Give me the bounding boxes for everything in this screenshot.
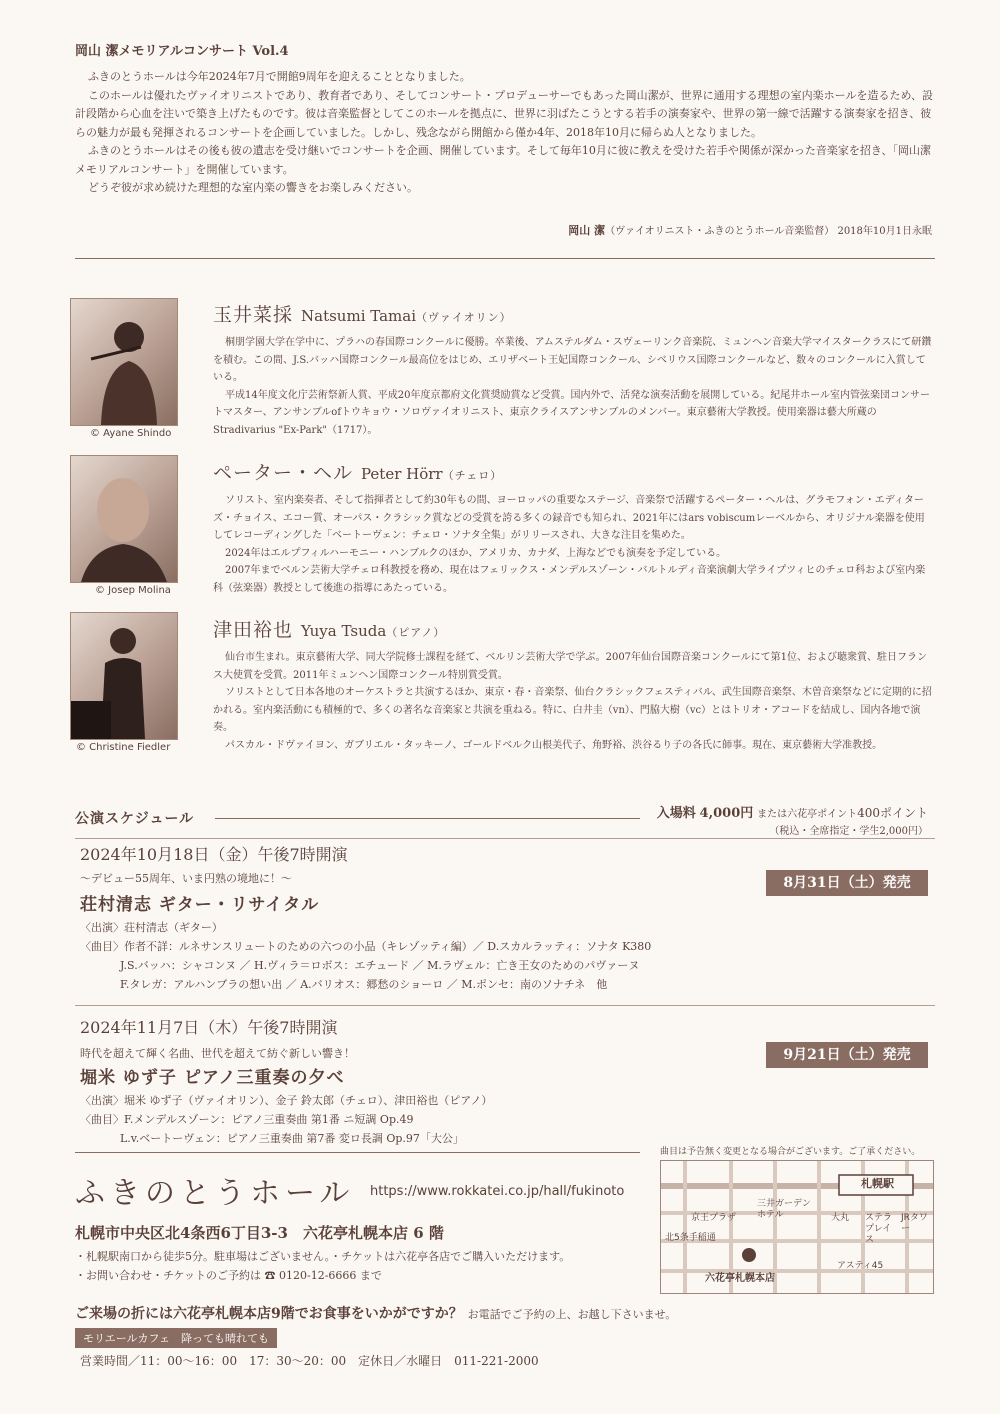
- map-label: 京王プラザ: [691, 1213, 737, 1223]
- performer-photo-tamai: [70, 298, 178, 426]
- performer-instrument: （ピアノ）: [386, 626, 446, 639]
- performer-name-ja: 津田裕也: [213, 619, 294, 641]
- hall-url-link[interactable]: https://www.rokkatei.co.jp/hall/fukinoto: [370, 1184, 625, 1199]
- pianist-photo-icon: [71, 613, 177, 739]
- divider: [75, 838, 935, 839]
- price-value: 4,000円: [699, 806, 754, 821]
- photo-credit: © Josep Molina: [95, 585, 171, 596]
- detail-line: F.タレガ：アルハンブラの想い出 ／ A.バリオス：郷愁のショーロ ／ M.ポンセ：南のソナチネ 他: [120, 978, 608, 991]
- cellist-photo-icon: [71, 456, 177, 582]
- performer-photo-horr: [70, 455, 178, 583]
- bio-paragraph: 2007年までベルン芸術大学チェロ科教授を務め、現在はフェリックス・メンデルスゾーン・バルトルディ音楽演劇大学ライプツィヒのチェロ科および室内楽科（弦楽器）教授として後進の指導にあたっている。: [213, 565, 926, 594]
- intro-paragraph: このホールは優れたヴァイオリニストであり、教育者であり、そしてコンサート・プロデューサーでもあった岡山潔が、世界に通用する理想の室内楽ホールを造るため、設計段階から心血を注いで築き上げたものです。彼は音楽監督としてこのホールを拠点に、世界に羽ばたこうとする若手の演奏家や、世界の第一線で活躍する演奏家を招き、彼らの魅力が最も発揮されるコンサートを企画していました。しかし、残念ながら開館から僅か4年、2018年10月に帰らぬ人となりました。: [75, 88, 934, 139]
- photo-credit: © Ayane Shindo: [90, 428, 172, 439]
- performer-name-en: Yuya Tsuda: [301, 622, 387, 640]
- performer-name-en: Natsumi Tamai: [301, 307, 417, 325]
- note-line: ・お問い合わせ・チケットのご予約は ☎ 0120-12-6666 まで: [75, 1269, 382, 1282]
- detail-line: 〈出演〉堀米 ゆず子（ヴァイオリン）、金子 鈴太郎（チェロ）、津田裕也（ピアノ）: [80, 1094, 493, 1107]
- performer-name: [213, 300, 512, 327]
- intro-paragraph: ふきのとうホールはその後も彼の遺志を受け継いでコンサートを企画、開催しています。そして毎年10月に彼に教えを受けた若手や関係が深かった音楽家を招き、「岡山潔メモリアルコンサート」を開催しています。: [75, 144, 931, 176]
- intro-signature: [568, 222, 932, 238]
- dining-question: ご来場の折には六花亭札幌本店9階でお食事をいかがですか？: [75, 1306, 463, 1322]
- performer-name-en: Peter Hörr: [361, 465, 443, 483]
- bio-paragraph: 桐朋学園大学在学中に、プラハの春国際コンクールに優勝。卒業後、アムステルダム・スヴェーリンク音楽院、ミュンヘン音楽大学マイスタークラスにて研鑽を積む。この間、J.S.バッハ国際コンクール最高位をはじめ、エリザベート王妃国際コンクール、シベリウス国際コンクールなど、数々のコンクールに入賞している。: [213, 337, 932, 383]
- price-point-prefix: または六花亭ポイント: [757, 809, 858, 820]
- concert-subtitle: ～デビュー55周年、いま円熟の境地に！～: [80, 872, 292, 885]
- performer-instrument: （チェロ）: [442, 469, 503, 482]
- performer-name-ja: ペーター・ヘル: [213, 462, 354, 484]
- map-label: 大丸: [831, 1213, 850, 1223]
- map-label-sapporo-station: 札幌駅: [861, 1177, 894, 1190]
- intro-paragraph: ふきのとうホールは今年2024年7月で開館9周年を迎えることとなりました。: [88, 70, 471, 83]
- hall-notes: [75, 1247, 570, 1285]
- bio-paragraph: 仙台市生まれ。東京藝術大学、同大学院修士課程を経て、ベルリン芸術大学で学ぶ。2007年仙台国際音楽コンクールにて第1位、および聴衆賞、駐日フランス大使賞を受賞。2011年ミュンヘン国際コンクール特別賞受賞。: [213, 652, 928, 681]
- concert-title: 堀米 ゆず子 ピアノ三重奏の夕べ: [80, 1068, 345, 1088]
- detail-line: L.v.ベートーヴェン：ピアノ三重奏曲 第7番 変ロ長調 Op.97「大公」: [120, 1132, 464, 1145]
- rokkatei-location-icon: [742, 1248, 756, 1262]
- bio-paragraph: 2024年はエルプフィルハーモニー・ハンブルクのほか、アメリカ、カナダ、上海などでも演奏を予定している。: [225, 547, 727, 559]
- map-label: アスティ45: [837, 1261, 884, 1271]
- concert-subtitle: 時代を超えて輝く名曲、世代を超えて紡ぐ新しい響き！: [80, 1047, 355, 1060]
- concert-details: [80, 918, 780, 994]
- intro-text: [75, 68, 935, 198]
- divider: [75, 258, 935, 259]
- program-change-note: 曲目は予告無く変更となる場合がございます。ご了承ください。: [660, 1147, 921, 1157]
- map-label: JRタワー: [901, 1213, 928, 1234]
- dining-promo: [75, 1303, 676, 1323]
- bio-paragraph: ソリスト、室内楽奏者、そして指揮者として約30年もの間、ヨーロッパの重要なステージ、音楽祭で活躍するペーター・ヘルは、グラモフォン・エディターズ・チョイス、エコー賞、オーパス・クラシック賞などの受賞を誇る多くの録音でも知られ、2021年にはars vobiscumレーベルから、オリジナル楽器を使用してレコーディングした「ベートーヴェン：チェロ・ソナタ全集」がリリースされ、大きな注目を集めた。: [213, 495, 925, 541]
- violinist-photo-icon: [71, 299, 177, 425]
- cafe-name-badge: モリエールカフェ 降っても晴れても: [75, 1328, 277, 1348]
- signature-date: 2018年10月1日永眠: [837, 226, 932, 237]
- price-line: [657, 805, 928, 823]
- cafe-hours: 営業時間／11：00～16：00 17：30～20：00 定休日／水曜日 011-221-2000: [80, 1354, 539, 1368]
- concert-date: 2024年10月18日（金）午後7時開演: [80, 845, 348, 864]
- detail-line: 〈出演〉荘村清志（ギター）: [80, 921, 223, 934]
- performer-name: [213, 615, 445, 642]
- map-label: 三井ガーデンホテル: [757, 1199, 811, 1220]
- map-label: 北5条手稲通: [665, 1233, 716, 1243]
- concert-title: 荘村清志 ギター・リサイタル: [80, 895, 320, 915]
- hall-logo: ふきのとうホール: [75, 1176, 355, 1211]
- note-line: ・札幌駅南口から徒歩5分。駐車場はございません。・チケットは六花亭各店でご購入いただけます。: [75, 1250, 571, 1263]
- concert-details: [80, 1091, 640, 1148]
- price-info: [657, 805, 928, 840]
- performer-instrument: （ヴァイオリン）: [416, 311, 512, 324]
- bio-paragraph: ソリストとして日本各地のオーケストラと共演するほか、東京・春・音楽祭、仙台クラシックフェスティバル、武生国際音楽祭、木曽音楽祭などに定期的に招かれる。室内楽活動にも積極的で、多くの著名な音楽家と共演を重ねる。特に、白井圭（vn）、門脇大樹（vc）とはトリオ・アコードを結成し、国内各地で演奏。: [213, 687, 932, 733]
- bio-paragraph: 平成14年度文化庁芸術祭新人賞、平成20年度京都府文化賞奨励賞など受賞。国内外で、活発な演奏活動を展開している。紀尾井ホール室内管弦楽団コンサートマスター、アンサンブルofトウキョウ・ソロヴァイオリニスト、東京クライスアンサンブルのメンバー。東京藝術大学教授。使用楽器は藝大所蔵のStradivarius "Ex-Park"（1717）。: [213, 389, 931, 436]
- photo-credit: © Christine Fiedler: [76, 742, 171, 753]
- on-sale-badge: 9月21日（土）発売: [766, 1042, 928, 1068]
- price-label: 入場料: [656, 806, 696, 821]
- concert-date: 2024年11月7日（木）午後7時開演: [80, 1018, 338, 1037]
- divider: [75, 1005, 935, 1006]
- performer-bio: [213, 649, 933, 754]
- dining-note: お電話でご予約の上、お越し下さいませ。: [467, 1308, 677, 1321]
- performer-name: [213, 458, 502, 485]
- detail-line: 〈曲目〉F.メンデルスゾーン：ピアノ三重奏曲 第1番 ニ短調 Op.49: [80, 1113, 414, 1126]
- schedule-title: 公演スケジュール: [75, 811, 195, 827]
- divider: [215, 818, 640, 819]
- detail-line: 〈曲目〉作者不詳：ルネサンスリュートのための六つの小品（キレゾッティ編）／ D.スカルラッティ：ソナタ K380: [80, 940, 652, 953]
- map-label: ステラプレイス: [865, 1213, 892, 1245]
- bio-paragraph: パスカル・ドヴァイヨン、ガブリエル・タッキーノ、ゴールドベルク山根美代子、角野裕、渋谷るり子の各氏に師事。現在、東京藝術大学准教授。: [225, 739, 883, 751]
- intro-paragraph: どうぞ彼が求め続けた理想的な室内楽の響きをお楽しみください。: [88, 181, 418, 194]
- performer-photo-tsuda: [70, 612, 178, 740]
- performer-bio: [213, 334, 933, 439]
- price-point: 400ポイント: [857, 806, 928, 820]
- signature-name: 岡山 潔: [568, 224, 606, 237]
- map-label-rokkatei: 六花亭札幌本店: [705, 1273, 775, 1284]
- detail-line: J.S.バッハ：シャコンヌ ／ H.ヴィラ＝ロボス：エチュード ／ M.ラヴェル：亡き王女のためのパヴァーヌ: [120, 959, 640, 972]
- performer-bio: [213, 492, 933, 597]
- signature-role: （ヴァイオリニスト・ふきのとうホール音楽監督）: [605, 226, 835, 237]
- access-map: [660, 1160, 934, 1294]
- price-note: （税込・全席指定・学生2,000円）: [769, 826, 928, 837]
- performer-name-ja: 玉井菜採: [213, 304, 294, 326]
- on-sale-badge: 8月31日（土）発売: [766, 870, 928, 896]
- divider: [75, 1152, 640, 1153]
- intro-title: 岡山 潔メモリアルコンサート Vol.4: [75, 44, 289, 59]
- hall-address: 札幌市中央区北4条西6丁目3-3 六花亭札幌本店 6 階: [75, 1224, 444, 1242]
